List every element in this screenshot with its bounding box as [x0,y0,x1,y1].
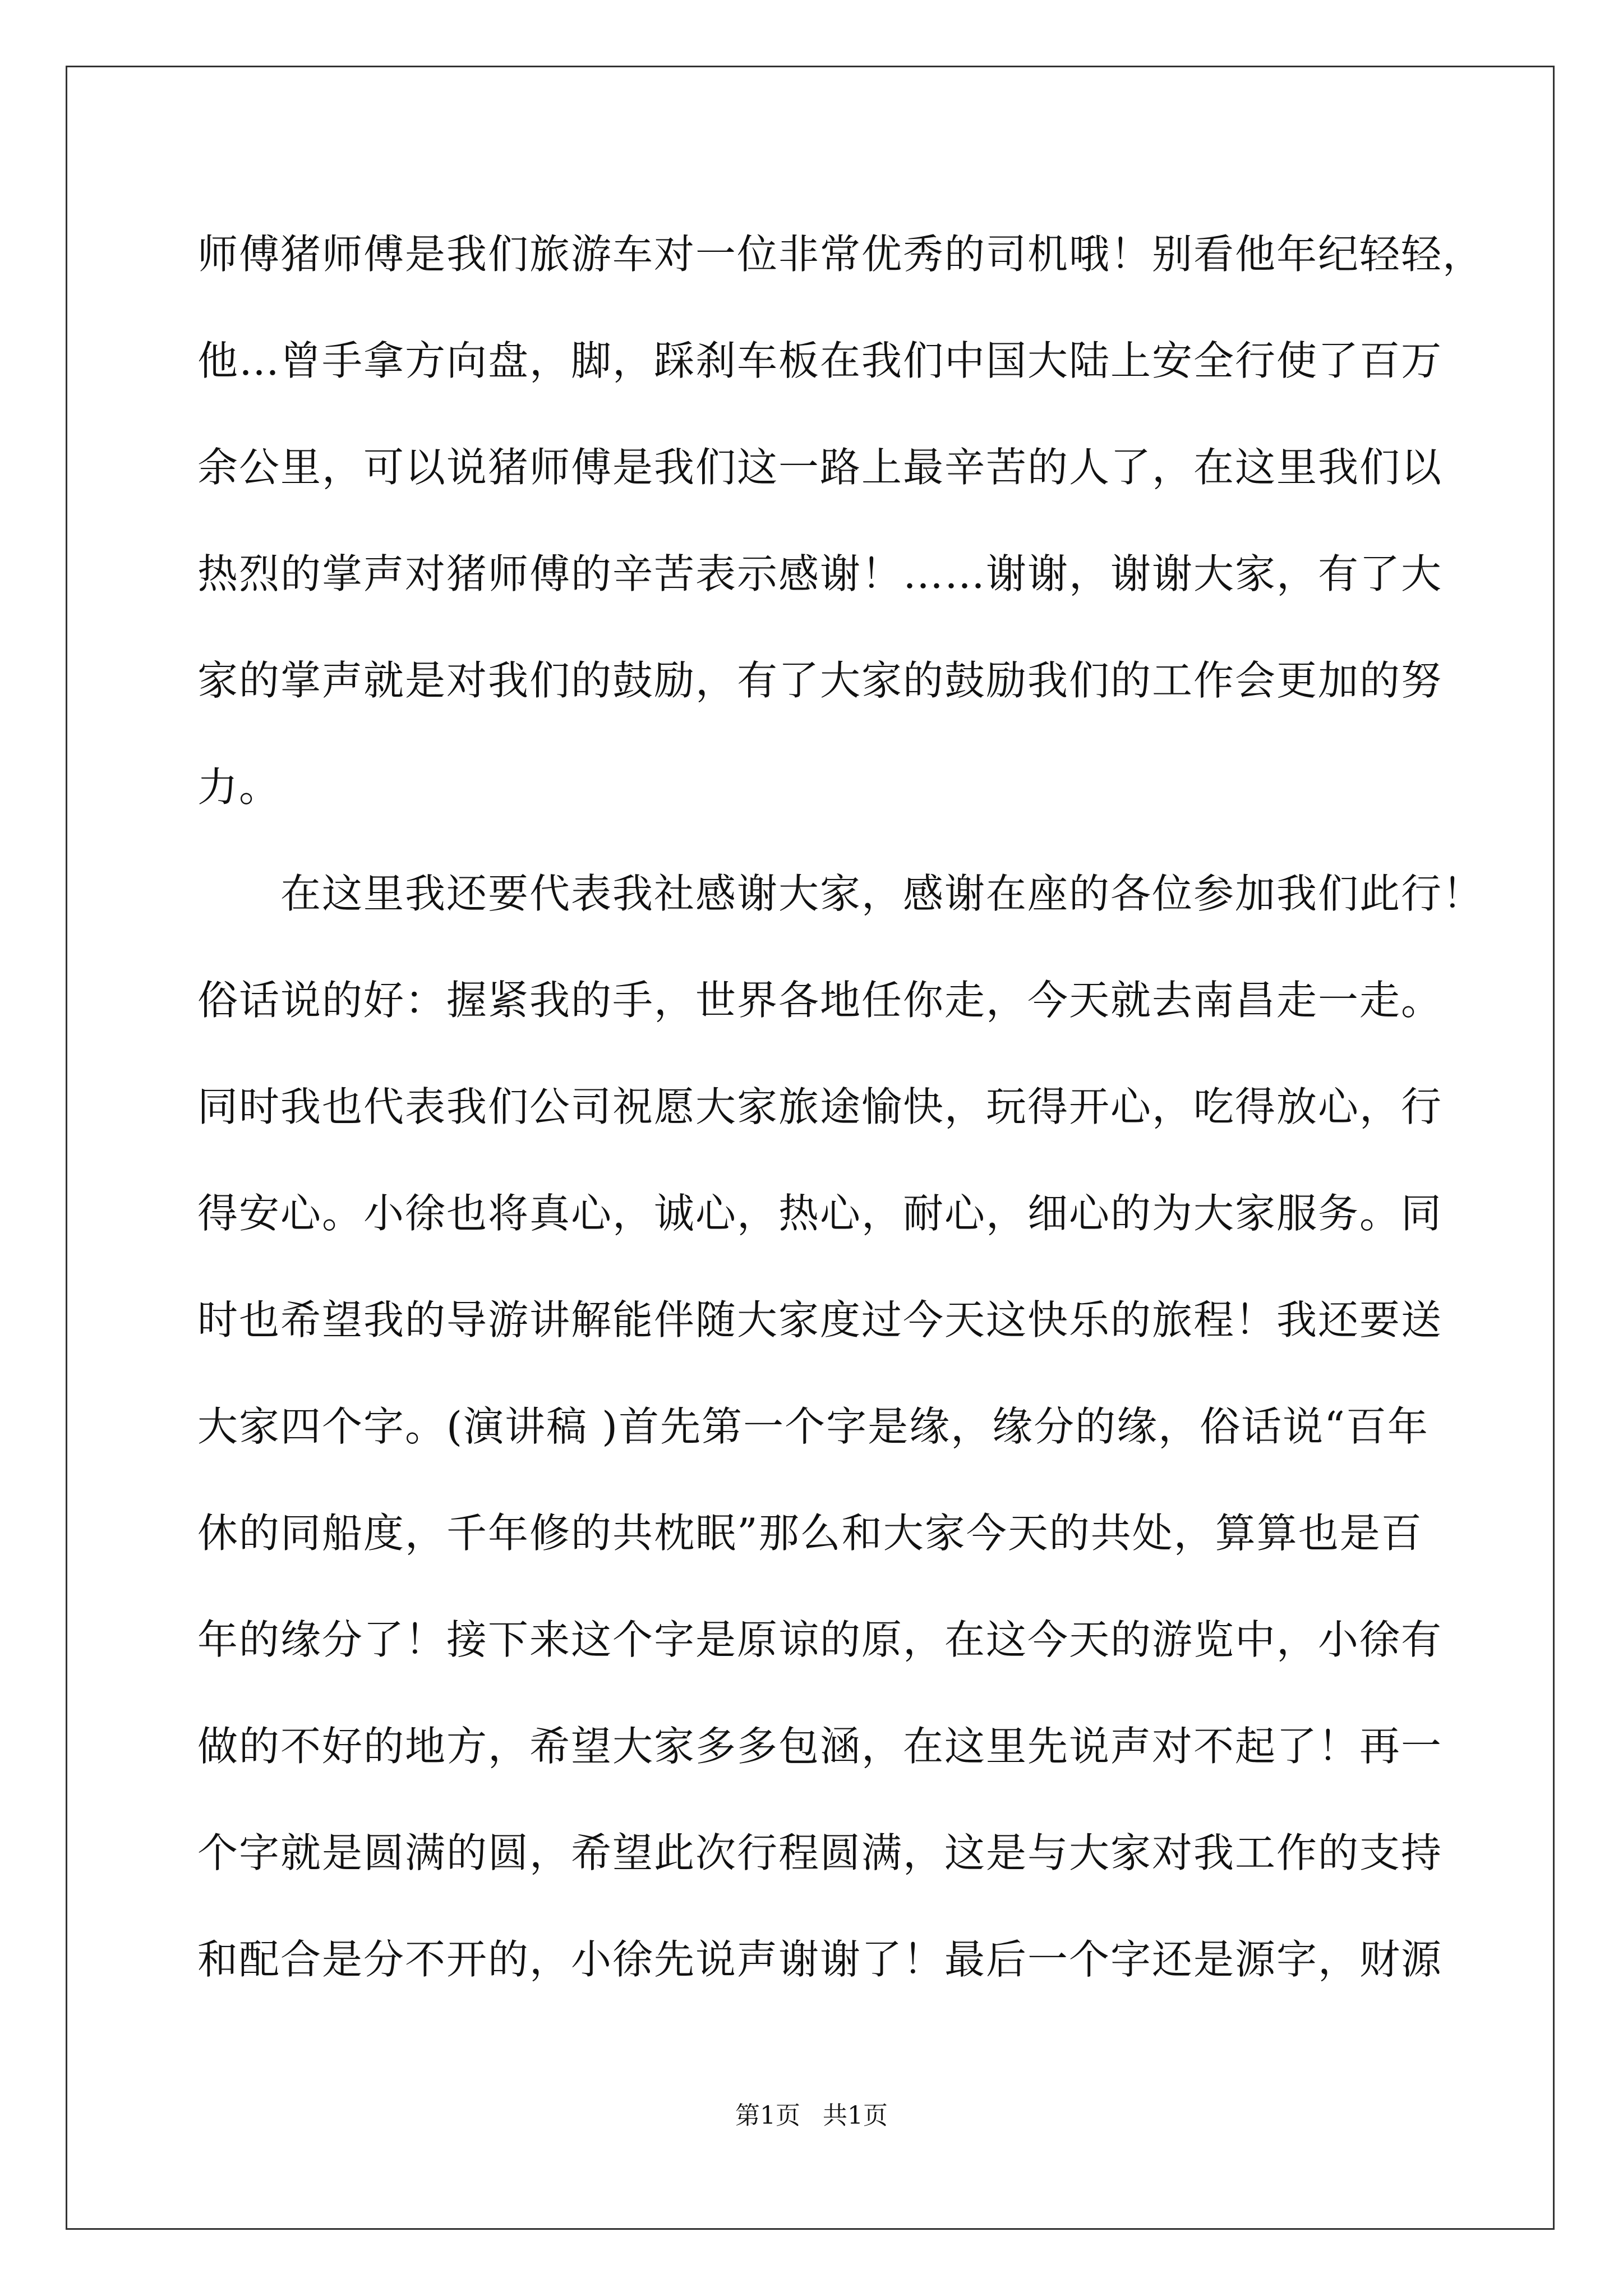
page-total: 共1页 [823,2101,888,2130]
text-line: 做的不好的地方，希望大家多多包涵，在这里先说声对不起了！再一 [197,1723,1443,1770]
text-line: 俗话说的好：握紧我的手，世界各地任你走，今天就去南昌走一走。 [197,977,1443,1024]
text-line: 在这里我还要代表我社感谢大家，感谢在座的各位参加我们此行！ [197,870,1484,917]
text-line: 个字就是圆满的圆，希望此次行程圆满，这是与大家对我工作的支持 [197,1829,1443,1876]
text-line: 热烈的掌声对猪师傅的辛苦表示感谢！……谢谢，谢谢大家，有了大 [197,550,1443,597]
text-line: 年的缘分了！接下来这个字是原谅的原，在这今天的游览中，小徐有 [197,1616,1443,1663]
text-line: 家的掌声就是对我们的鼓励，有了大家的鼓励我们的工作会更加的努 [197,657,1443,704]
text-line: 大家四个字。(演讲稿 )首先第一个字是缘，缘分的缘，俗话说“百年 [197,1403,1429,1450]
page-number: 第1页 [735,2101,800,2130]
document-body [197,201,1484,2013]
text-line: 力。 [197,763,281,811]
text-line: 师傅猪师傅是我们旅游车对一位非常优秀的司机哦！别看他年纪轻轻， [197,231,1484,278]
text-line: 他…曾手拿方向盘，脚，踩刹车板在我们中国大陆上安全行使了百万 [197,337,1443,384]
text-line: 同时我也代表我们公司祝愿大家旅途愉快，玩得开心，吃得放心，行 [197,1083,1443,1130]
page-footer [0,2099,1623,2133]
text-line: 得安心。小徐也将真心，诚心，热心，耐心，细心的为大家服务。同 [197,1190,1443,1237]
text-line: 余公里，可以说猪师傅是我们这一路上最辛苦的人了，在这里我们以 [197,444,1443,491]
text-line: 和配合是分不开的，小徐先说声谢谢了！最后一个字还是源字，财源 [197,1936,1443,1983]
text-line: 时也希望我的导游讲解能伴随大家度过今天这快乐的旅程！我还要送 [197,1296,1443,1343]
text-line: 休的同船度，千年修的共枕眠”那么和大家今天的共处，算算也是百 [197,1510,1423,1557]
